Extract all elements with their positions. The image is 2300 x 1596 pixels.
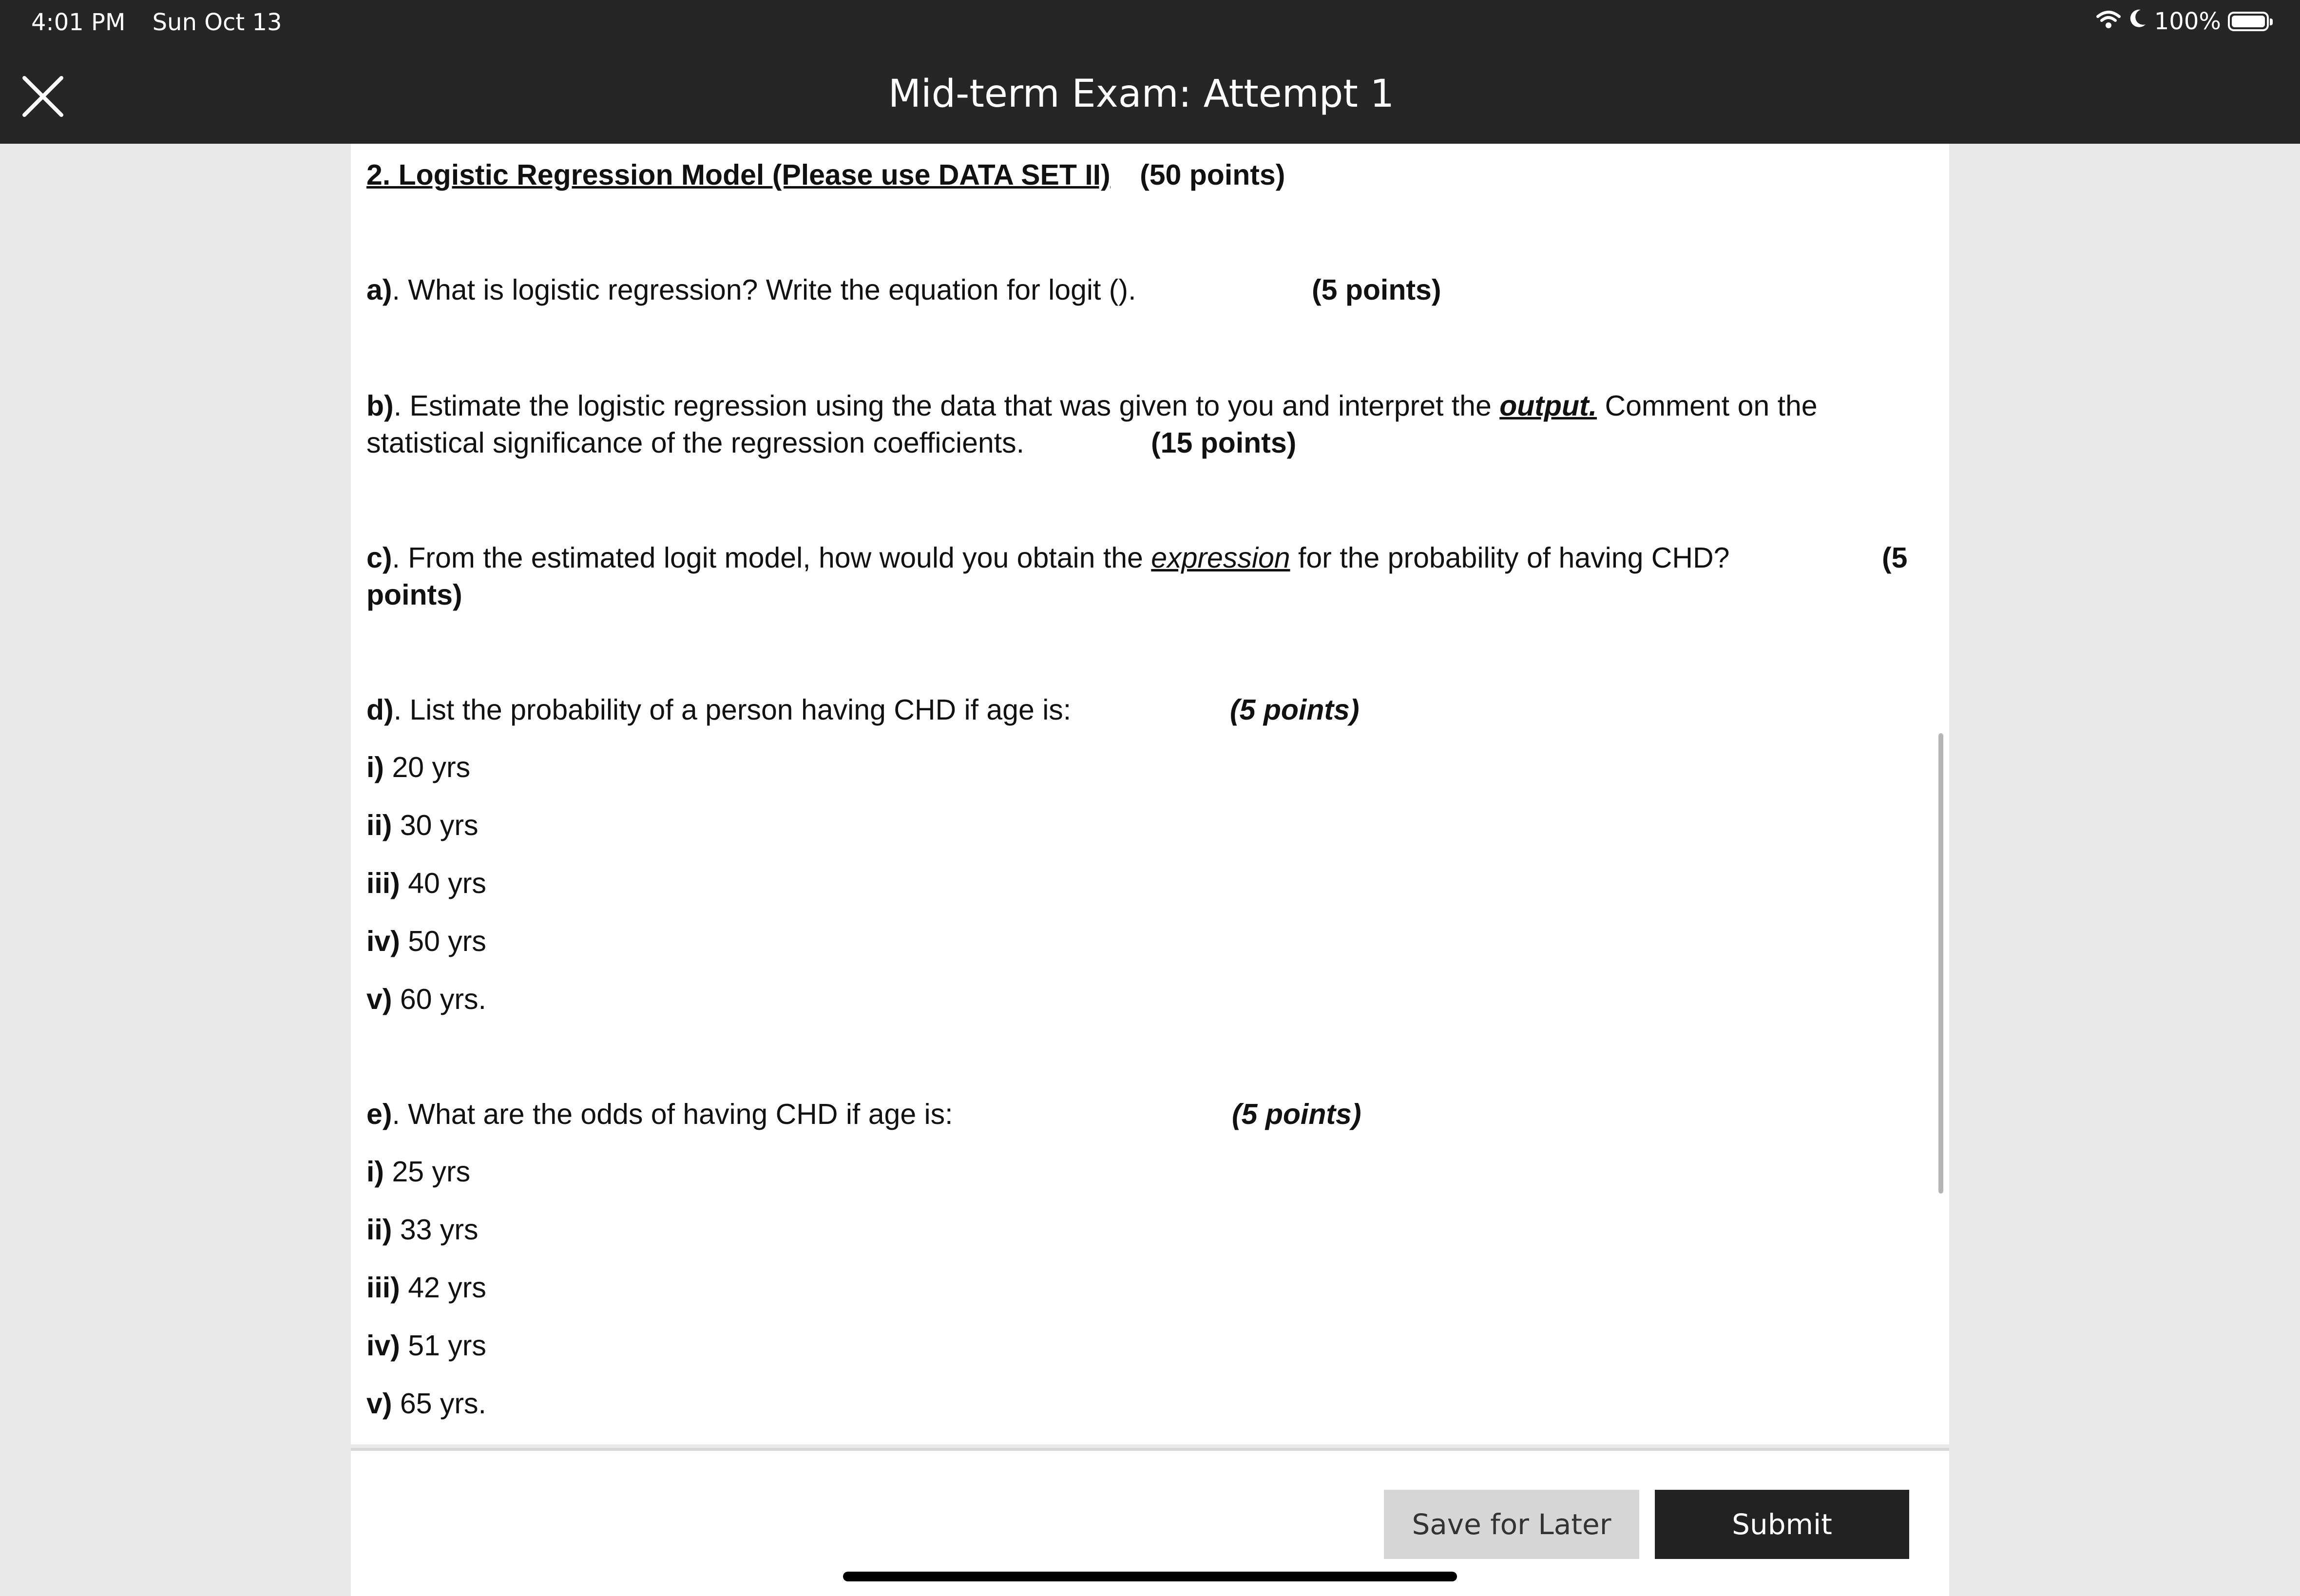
app-header xyxy=(0,0,2300,144)
save-for-later-button[interactable]: Save for Later xyxy=(1384,1490,1639,1559)
list-item xyxy=(366,1327,1926,1385)
section-points: (50 points) xyxy=(1140,159,1285,191)
question-e xyxy=(366,1096,1926,1423)
list-item xyxy=(366,1269,1926,1327)
status-bar-left xyxy=(31,9,302,36)
question-a-label: a) xyxy=(366,274,392,306)
list-item-label: iv) xyxy=(366,1330,400,1362)
question-b-text-post: Comment on the xyxy=(1597,390,1818,422)
list-item xyxy=(366,923,1926,981)
question-b-points: (15 points) xyxy=(1151,427,1297,459)
question-b xyxy=(366,387,1926,461)
question-e-label: e) xyxy=(366,1098,392,1130)
list-item xyxy=(366,865,1926,923)
question-d-text: . List the probability of a person having CHD if age is: xyxy=(393,694,1072,726)
list-item xyxy=(366,1211,1926,1269)
list-item-value: 20 yrs xyxy=(392,751,471,783)
list-item-label: v) xyxy=(366,1387,392,1420)
question-b-line1 xyxy=(366,387,1926,424)
submit-button[interactable]: Submit xyxy=(1655,1490,1909,1559)
question-c-line2 xyxy=(366,576,1926,613)
list-item-label: ii) xyxy=(366,809,392,841)
question-a xyxy=(366,271,1926,308)
question-c-points-part1: (5 xyxy=(1882,542,1908,574)
list-item-value: 60 yrs. xyxy=(400,983,486,1015)
question-b-emphasis: output. xyxy=(1499,390,1597,422)
list-item xyxy=(366,807,1926,865)
list-item-label: i) xyxy=(366,751,384,783)
list-item-label: i) xyxy=(366,1156,384,1188)
scrollbar[interactable] xyxy=(1938,733,1943,1194)
list-item xyxy=(366,981,1926,1039)
question-e-text: . What are the odds of having CHD if age is: xyxy=(392,1098,953,1130)
list-item-value: 33 yrs xyxy=(400,1214,479,1246)
question-d-list xyxy=(366,749,1926,1039)
list-item-value: 65 yrs. xyxy=(400,1387,486,1420)
list-item xyxy=(366,1153,1926,1211)
question-c xyxy=(366,539,1926,613)
list-item xyxy=(366,749,1926,807)
list-item-value: 25 yrs xyxy=(392,1156,471,1188)
list-item-label: v) xyxy=(366,983,392,1015)
list-item-label: iii) xyxy=(366,1272,400,1304)
question-b-line2-text: statistical significance of the regression coefficients. xyxy=(366,427,1025,459)
section-heading xyxy=(366,156,1926,193)
list-item-label: ii) xyxy=(366,1214,392,1246)
question-e-points: (5 points) xyxy=(1232,1098,1361,1130)
question-c-text-post: for the probability of having CHD? xyxy=(1290,542,1730,574)
question-e-list xyxy=(366,1153,1926,1443)
question-c-points-part2: points) xyxy=(366,579,462,611)
list-item-value: 40 yrs xyxy=(408,867,486,899)
list-item-value: 42 yrs xyxy=(408,1272,486,1304)
exam-document xyxy=(351,144,1949,1444)
list-item-value: 50 yrs xyxy=(408,925,486,957)
question-c-emphasis: expression xyxy=(1151,542,1290,574)
status-time: 4:01 PM xyxy=(31,9,126,36)
wifi-icon xyxy=(2096,8,2121,35)
question-a-text: . What is logistic regression? Write the equation for logit (). xyxy=(392,274,1136,306)
moon-icon xyxy=(2128,8,2147,35)
question-e-prompt xyxy=(366,1096,1926,1133)
question-b-text: . Estimate the logistic regression using the data that was given to you and interpret the xyxy=(393,390,1500,422)
status-bar-right xyxy=(2096,8,2269,35)
battery-percent: 100% xyxy=(2154,8,2221,35)
page-title: Mid-term Exam: Attempt 1 xyxy=(888,72,1395,116)
status-date: Sun Oct 13 xyxy=(152,9,282,36)
question-d-prompt xyxy=(366,691,1926,728)
question-d-points: (5 points) xyxy=(1230,694,1360,726)
list-item-value: 30 yrs xyxy=(400,809,479,841)
question-a-points: (5 points) xyxy=(1312,274,1441,306)
section-title: 2. Logistic Regression Model (Please use DATA SET II) xyxy=(366,159,1111,191)
question-c-label: c) xyxy=(366,542,392,574)
list-item-value: 51 yrs xyxy=(408,1330,486,1362)
question-d xyxy=(366,691,1926,1018)
list-item xyxy=(366,1385,1926,1443)
list-item-label: iv) xyxy=(366,925,400,957)
home-indicator[interactable] xyxy=(843,1572,1457,1581)
question-b-label: b) xyxy=(366,390,394,422)
question-b-line2 xyxy=(366,424,1926,461)
question-c-text: . From the estimated logit model, how would you obtain the xyxy=(392,542,1151,574)
question-d-label: d) xyxy=(366,694,394,726)
list-item-label: iii) xyxy=(366,867,400,899)
question-c-line1 xyxy=(366,539,1926,576)
battery-icon xyxy=(2228,12,2269,31)
